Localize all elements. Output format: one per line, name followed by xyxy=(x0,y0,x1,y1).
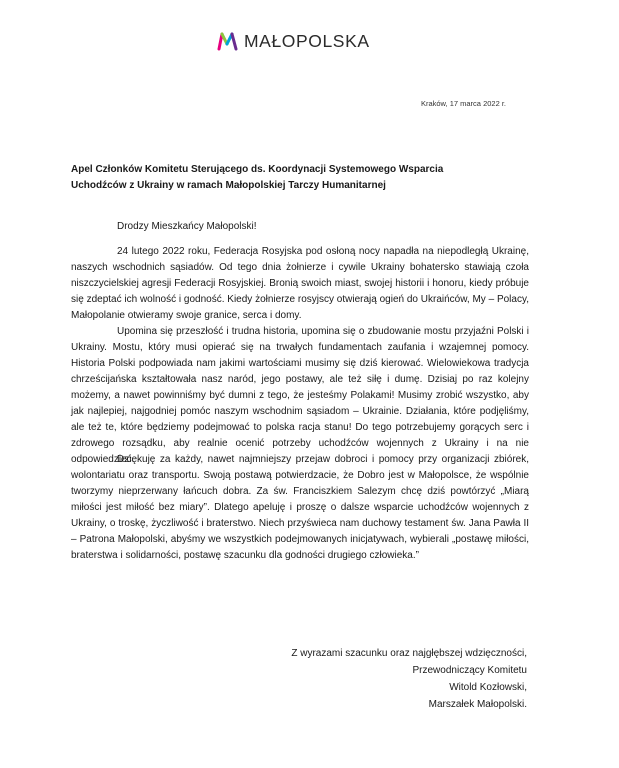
paragraph-1: 24 lutego 2022 roku, Federacja Rosyjska pod osłoną nocy napadła na niepodległą Ukrainę, naszych wschodnich sąsiadów. Od tego dnia żołnierze i cywile Ukrainy bohatersko stawiają czoła niszczycielskiej agresji Federacji Rosyjskiej. Bronią swoich miast, swojej historii i honoru, kiedy próbuje się zdeptać ich wolność i godność. Kiedy żołnierze rosyjscy otwierają ogień do Ukraińców, My – Polacy, Małopolanie otwieramy swoje granice, serca i domy. xyxy=(71,246,529,321)
signature-role: Przewodniczący Komitetu xyxy=(412,665,527,676)
signature-closing: Z wyrazami szacunku oraz najgłębszej wdzięczności, xyxy=(291,648,527,659)
greeting: Drodzy Mieszkańcy Małopolski! xyxy=(117,221,257,232)
signature-position: Marszałek Małopolski. xyxy=(428,699,527,710)
body-section-1 xyxy=(71,244,529,468)
body-section-2 xyxy=(71,452,529,564)
title-line-1: Apel Członków Komitetu Sterującego ds. Koordynacji Systemowego Wsparcia xyxy=(71,164,444,175)
signature-block xyxy=(291,645,527,713)
signature-name: Witold Kozłowski, xyxy=(449,682,527,693)
paragraph-3: Dziękuję za każdy, nawet najmniejszy przejaw dobroci i pomocy przy organizacji zbiórek, wolontariatu oraz transportu. Swoją postawą potwierdzacie, że Dobro jest w Małopolsce, że wspólnie tworzymy nieprzerwany łańcuch dobra. Za św. Franciszkiem Salezym chcę dziś powtórzyć „Miarą miłości jest miłość bez miary”. Dlatego apeluję i proszę o dalsze wsparcie uchodźców wojennych z Ukrainy, o troskę, życzliwość i braterstwo. Niech przyświeca nam duchowy testament św. Jana Pawła II – Patrona Małopolski, abyśmy we wszystkich podejmowanych inicjatywach, wybierali „postawę miłości, braterstwa i solidarności, postawę szacunku dla godności drugiego człowieka.” xyxy=(71,454,529,561)
letter-title xyxy=(71,162,541,194)
paragraph-2: Upomina się przeszłość i trudna historia, upomina się o zbudowanie mostu przyjaźni Polski i Ukrainy. Mostu, który musi opierać się na trwałych fundamentach zaufania i wzajemnej pomocy. Historia Polski podpowiada nam jakimi wartościami musimy się dziś kierować. Wielowiekowa tradycja chrześcijańska kształtowała nasz naród, jego postawy, ale też siłę i dumę. Dzisiaj po raz kolejny możemy, a nawet powinniśmy być dumni z tego, że jesteśmy Polakami! Musimy zrobić wszystko, aby jak najlepiej, najgodniej pomóc naszym wschodnim sąsiadom – Ukrainie. Działania, które podjęliśmy, ale też te, które będziemy podejmować to polska racja stanu! Do tego potrzebujemy gorących serc i zdrowego rozsądku, aby realnie ocenić potrzeby uchodźców wojennych z Ukrainy i na nie odpowiedzieć. xyxy=(71,326,529,465)
logo-text: MAŁOPOLSKA xyxy=(244,30,370,51)
malopolska-m-logo-icon xyxy=(217,31,239,51)
title-line-2: Uchodźców z Ukrainy w ramach Małopolskiej Tarczy Humanitarnej xyxy=(71,180,386,191)
malopolska-logo xyxy=(217,30,370,52)
letter-date: Kraków, 17 marca 2022 r. xyxy=(420,99,506,108)
